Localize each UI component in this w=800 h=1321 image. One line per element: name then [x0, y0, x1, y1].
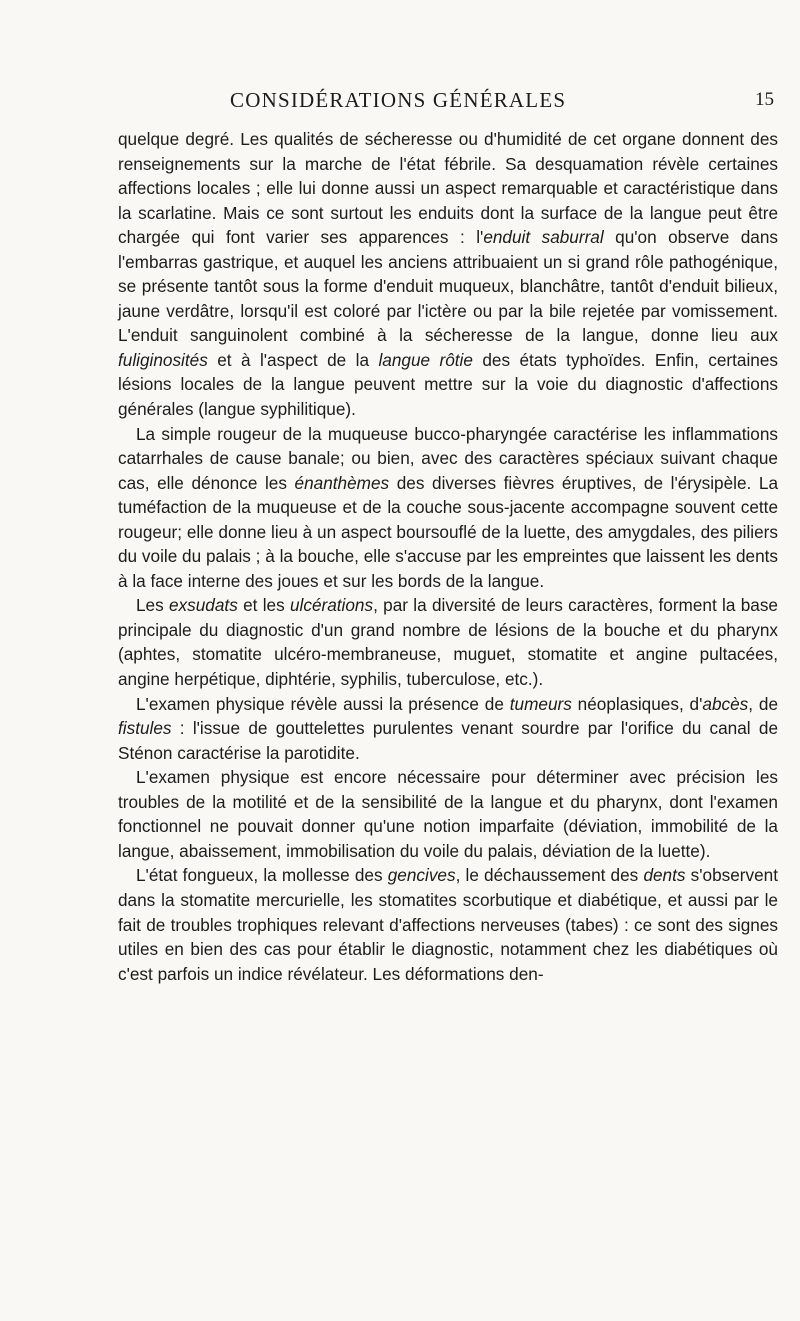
text-run: L'examen physique révèle aussi la présence de: [136, 693, 510, 714]
italic-term: énanthèmes: [294, 472, 390, 493]
italic-term: abcès: [702, 693, 749, 714]
paragraph-rougeur: [118, 422, 778, 594]
text-run: Les: [136, 595, 169, 616]
text-run: et à l'aspect de la: [207, 349, 379, 370]
paragraph-motilite: [118, 765, 778, 863]
text-run: , par la diversité de leurs caractères, forment la base principale du diagnostic d'un grand nombre de lésions de la bouche et du pharynx (aphtes, stomatite ulcéro-membraneuse, muguet, stomatite et angine pultacées, angine herpétique, diphtérie, syphilis, tuberculose, etc.).: [118, 595, 778, 690]
italic-term: exsudats: [169, 595, 238, 616]
text-run: , le déchaussement des: [455, 865, 644, 886]
italic-term: fuliginosités: [118, 349, 208, 370]
italic-term: langue rôtie: [378, 349, 473, 370]
body-text: [118, 127, 778, 986]
text-run: , de: [748, 693, 779, 714]
page-number: 15: [755, 89, 774, 110]
paragraph-enduits: [118, 127, 778, 422]
running-title: CONSIDÉRATIONS GÉNÉRALES: [230, 88, 567, 112]
text-run: La simple rougeur de la muqueuse bucco-pharyngée caractérise les inflammations catarrhales de cause banale; ou bien, avec des caractères spéciaux suivant chaque cas, elle dénonce les: [118, 423, 778, 493]
italic-term: fistules: [118, 718, 172, 739]
text-run: L'état fongueux, la mollesse des: [136, 865, 388, 886]
italic-term: enduit saburral: [483, 227, 604, 248]
text-run: L'examen physique est encore nécessaire pour déterminer avec précision les troubles de la motilité et de la sensibilité de la langue et du pharynx, dont l'examen fonctionnel ne pouvait donner qu'une notion imparfaite (déviation, immobilité de la langue, abaissement, immobilisation du voile du palais, déviation de la luette).: [118, 767, 778, 861]
text-run: quelque degré. Les qualités de sécheresse ou d'humidité de cet organe donnent des renseignements sur la marche de l'état fébrile. Sa desquamation révèle certaines affections locales ; elle lui donne aussi un aspect remarquable et caractéristique dans la scarlatine. Mais ce sont surtout les enduits dont la surface de la langue peut être chargée qui font varier ses apparences : l': [118, 129, 778, 248]
italic-term: dents: [643, 865, 686, 886]
text-run: des états typhoïdes. Enfin, certaines lésions locales de la langue peuvent mettre sur la voie du diagnostic d'affections générales (langue syphilitique).: [118, 349, 778, 420]
paragraph-exsudats: [118, 593, 778, 691]
italic-term: tumeurs: [509, 693, 572, 714]
italic-term: ulcérations: [289, 595, 374, 616]
italic-term: gencives: [387, 865, 456, 886]
paragraph-gencives: [118, 863, 778, 986]
text-run: qu'on observe dans l'embarras gastrique, et auquel les anciens attribuaient un si grand rôle pathogénique, se présente tantôt sous la forme d'enduit muqueux, blanchâtre, tantôt d'enduit bilieux, jaune verdâtre, lorsqu'il est coloré par l'ictère ou par la bile rejetée par vomissement. L'enduit sanguinolent combiné à la sécheresse de la langue, donne lieu aux: [118, 227, 778, 346]
text-run: : l'issue de gouttelettes purulentes venant sourdre par l'orifice du canal de Sténon caractérise la parotidite.: [118, 718, 778, 763]
paragraph-tumeurs: [118, 692, 778, 766]
page-header: [118, 88, 780, 118]
text-run: s'observent dans la stomatite mercurielle, les stomatites scorbutique et diabétique, et aussi par le fait de troubles trophiques relevant d'affections nerveuses (tabes) : ce sont des signes utiles en bien des cas pour établir le diagnostic, notamment chez les diabétiques où c'est parfois un indice révélateur. Les déformations den-: [118, 865, 779, 984]
text-run: et les: [237, 595, 290, 616]
text-run: des diverses fièvres éruptives, de l'érysipèle. La tuméfaction de la muqueuse et de la couche sous-jacente accompagne souvent cette rougeur; elle donne lieu à un aspect boursouflé de la luette, des amygdales, des piliers du voile du palais ; à la bouche, elle s'accuse par les empreintes que laissent les dents à la face interne des joues et sur les bords de la langue.: [118, 472, 779, 591]
text-run: néoplasiques, d': [571, 693, 703, 714]
